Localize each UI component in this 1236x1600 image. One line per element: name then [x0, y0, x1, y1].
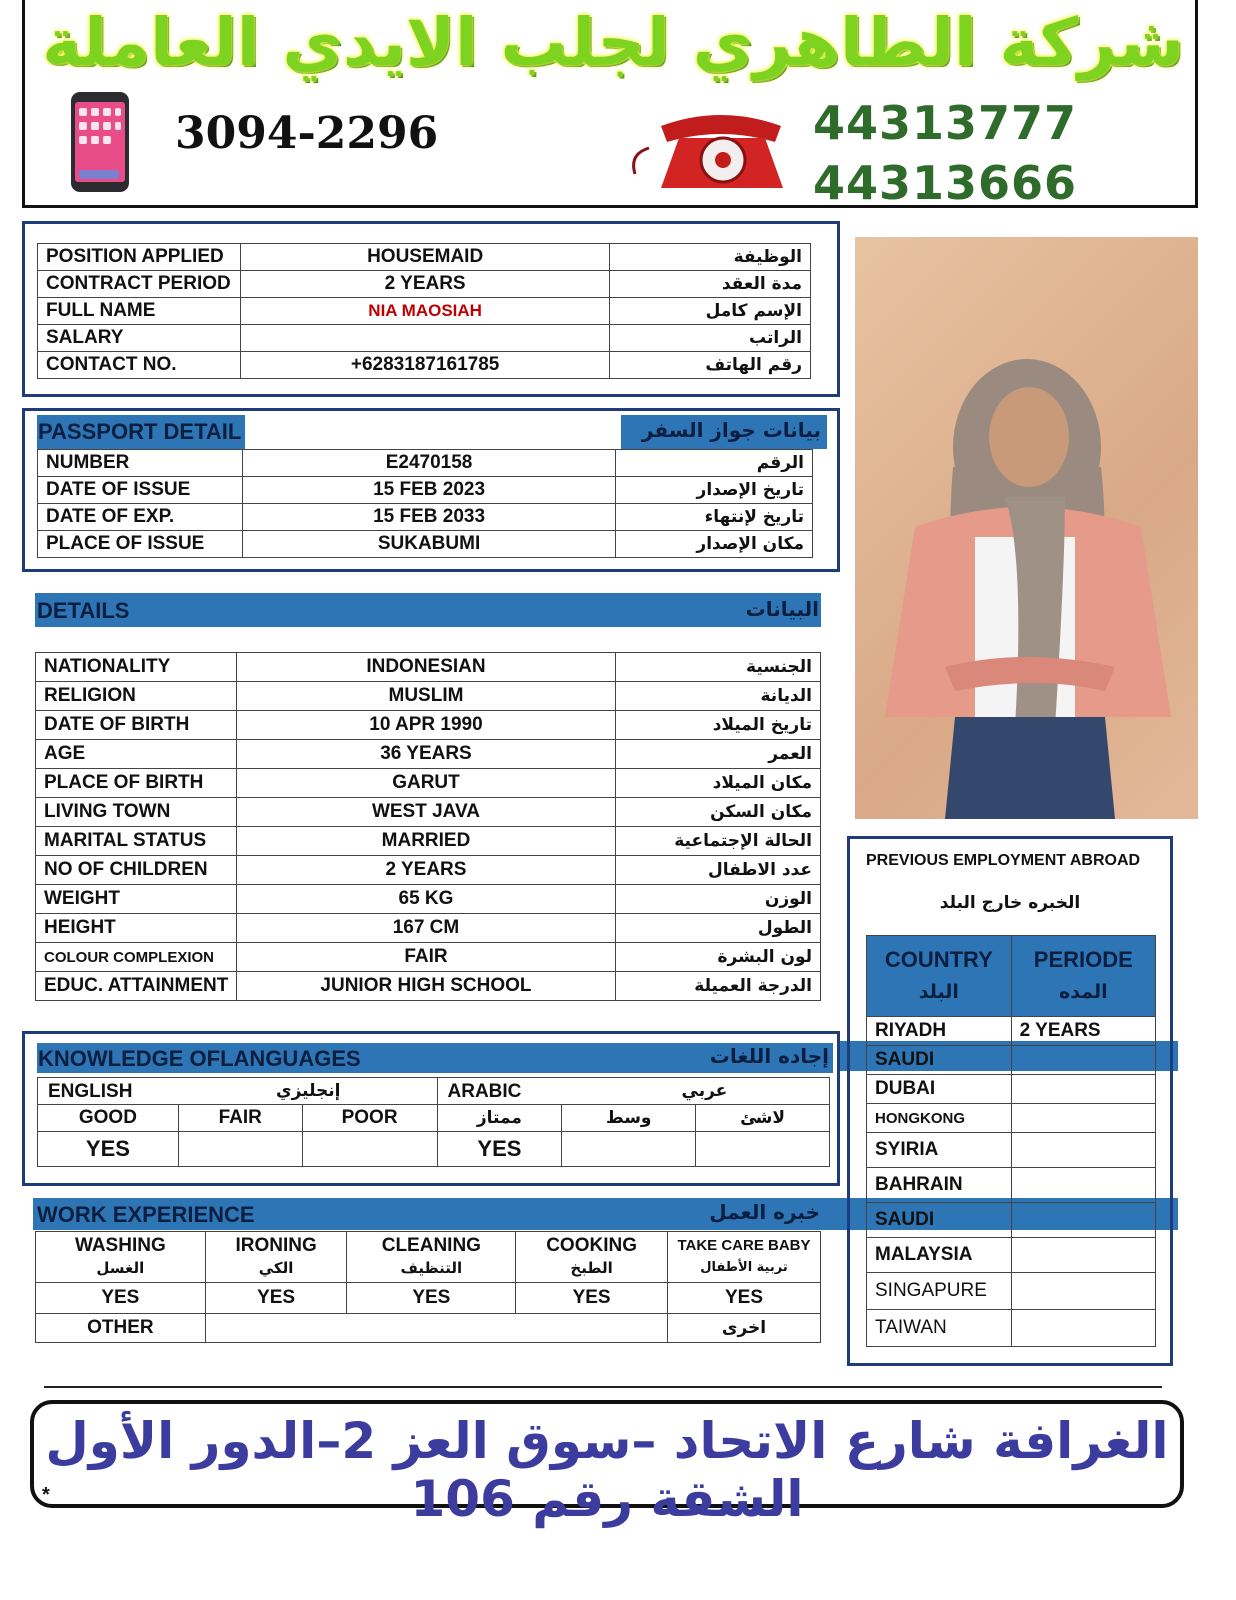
- employment-row: [867, 1203, 1156, 1238]
- passport-label: PLACE OF ISSUE: [38, 531, 243, 558]
- employment-title: PREVIOUS EMPLOYMENT ABROAD: [866, 852, 1141, 869]
- details-header-bar: [35, 593, 821, 627]
- details-label-ar: الدرجة العميلة: [615, 972, 820, 1001]
- skill-value: YES: [667, 1283, 820, 1314]
- details-row: [36, 856, 821, 885]
- details-title-ar: البيانات: [745, 597, 819, 621]
- employment-country: MALAYSIA: [867, 1238, 1012, 1273]
- passport-label-ar: الرقم: [616, 450, 813, 477]
- passport-title-ar: بيانات جواز السفر: [641, 418, 821, 442]
- languages-title-ar: إجاده اللغات: [709, 1044, 829, 1068]
- english-label-ar: إنجليزي: [276, 1081, 341, 1101]
- company-name: شركة الطاهري لجلب الايدي العاملة: [42, 4, 1184, 81]
- personal-label: FULL NAME: [38, 298, 241, 325]
- details-label-ar: الوزن: [615, 885, 820, 914]
- english-fair-mark: [178, 1132, 302, 1167]
- details-value: INDONESIAN: [237, 653, 615, 682]
- personal-label: SALARY: [38, 325, 241, 352]
- footnote-mark: *: [42, 1484, 50, 1506]
- passport-value: E2470158: [242, 450, 615, 477]
- work-title: WORK EXPERIENCE: [37, 1202, 255, 1227]
- details-value: JUNIOR HIGH SCHOOL: [237, 972, 615, 1001]
- employment-row: [867, 1310, 1156, 1347]
- personal-label-ar: رقم الهاتف: [610, 352, 811, 379]
- languages-title: KNOWLEDGE OFLANGUAGES: [38, 1046, 361, 1071]
- col-country-ar: البلد: [918, 981, 959, 1003]
- other-label-ar: اخرى: [667, 1314, 820, 1343]
- details-row: [36, 798, 821, 827]
- level-medium-ar: وسط: [562, 1105, 696, 1132]
- details-value: 2 YEARS: [237, 856, 615, 885]
- employment-country: TAIWAN: [867, 1310, 1012, 1347]
- personal-value: 2 YEARS: [240, 271, 609, 298]
- details-label: EDUC. ATTAINMENT: [36, 972, 237, 1001]
- details-label-ar: الطول: [615, 914, 820, 943]
- details-row: [36, 769, 821, 798]
- details-value: WEST JAVA: [237, 798, 615, 827]
- letterhead: [22, 0, 1198, 208]
- details-label: NATIONALITY: [36, 653, 237, 682]
- personal-label: CONTRACT PERIOD: [38, 271, 241, 298]
- english-good-mark: YES: [38, 1132, 179, 1167]
- candidate-photo: [855, 237, 1198, 819]
- employment-row: [867, 1238, 1156, 1273]
- passport-label: DATE OF ISSUE: [38, 477, 243, 504]
- personal-row: [38, 244, 811, 271]
- passport-title: PASSPORT DETAIL: [38, 419, 242, 444]
- personal-value: NIA MAOSIAH: [240, 298, 609, 325]
- details-label: MARITAL STATUS: [36, 827, 237, 856]
- employment-title-ar: الخبره خارج البلد: [939, 893, 1081, 913]
- personal-label: CONTACT NO.: [38, 352, 241, 379]
- details-value: 10 APR 1990: [237, 711, 615, 740]
- personal-info-table: [37, 243, 811, 379]
- passport-label-ar: تاريخ لإنتهاء: [616, 504, 813, 531]
- details-label-ar: الديانة: [615, 682, 820, 711]
- details-value: 65 KG: [237, 885, 615, 914]
- details-label: HEIGHT: [36, 914, 237, 943]
- employment-country: DUBAI: [867, 1075, 1012, 1104]
- personal-row: [38, 298, 811, 325]
- passport-value: 15 FEB 2033: [242, 504, 615, 531]
- passport-label-ar: تاريخ الإصدار: [616, 477, 813, 504]
- employment-row: [867, 1168, 1156, 1203]
- details-value: 167 CM: [237, 914, 615, 943]
- skill-name: COOKING: [546, 1235, 637, 1256]
- employment-country: BAHRAIN: [867, 1168, 1012, 1203]
- details-row: [36, 711, 821, 740]
- passport-value: 15 FEB 2023: [242, 477, 615, 504]
- skill-header: [667, 1232, 820, 1283]
- col-country: COUNTRY: [884, 947, 993, 972]
- skill-value: YES: [516, 1283, 668, 1314]
- employment-period: [1011, 1104, 1155, 1133]
- details-value: FAIR: [237, 943, 615, 972]
- personal-label: POSITION APPLIED: [38, 244, 241, 271]
- details-label-ar: تاريخ الميلاد: [615, 711, 820, 740]
- passport-row: [38, 504, 813, 531]
- personal-value: [240, 325, 609, 352]
- skill-name-ar: تربية الأطفال: [700, 1260, 788, 1275]
- details-row: [36, 914, 821, 943]
- personal-label-ar: الوظيفة: [610, 244, 811, 271]
- passport-row: [38, 450, 813, 477]
- skill-name-ar: الغسل: [96, 1259, 145, 1277]
- employment-country: SYIRIA: [867, 1133, 1012, 1168]
- other-value: [205, 1314, 667, 1343]
- employment-country: HONGKONG: [867, 1104, 1012, 1133]
- details-label: COLOUR COMPLEXION: [36, 943, 237, 972]
- details-value: GARUT: [237, 769, 615, 798]
- work-table: [35, 1231, 821, 1343]
- employment-row: [867, 1104, 1156, 1133]
- employment-country: SAUDI: [867, 1046, 1012, 1075]
- personal-row: [38, 271, 811, 298]
- details-label-ar: عدد الاطفال: [615, 856, 820, 885]
- personal-value: HOUSEMAID: [240, 244, 609, 271]
- employment-table: [866, 935, 1156, 1347]
- personal-label-ar: الراتب: [610, 325, 811, 352]
- level-none-ar: لاشئ: [696, 1105, 830, 1132]
- mobile-number: 3094-2296: [175, 108, 439, 159]
- skill-value: YES: [36, 1283, 206, 1314]
- skill-name: CLEANING: [381, 1235, 481, 1256]
- work-title-ar: خبره العمل: [709, 1200, 820, 1224]
- passport-row: [38, 531, 813, 558]
- details-label: LIVING TOWN: [36, 798, 237, 827]
- details-row: [36, 972, 821, 1001]
- languages-table: [37, 1077, 830, 1167]
- address-text: الغرافة شارع الاتحاد –سوق العز 2–الدور الأول الشقة رقم 106: [45, 1412, 1169, 1528]
- passport-label: DATE OF EXP.: [38, 504, 243, 531]
- employment-period: [1011, 1273, 1155, 1310]
- details-row: [36, 740, 821, 769]
- skill-name: IRONING: [235, 1235, 317, 1256]
- details-value: MUSLIM: [237, 682, 615, 711]
- address-box: [30, 1400, 1184, 1528]
- arabic-label: ARABIC: [447, 1081, 522, 1102]
- level-poor: POOR: [302, 1105, 437, 1132]
- skill-header: [205, 1232, 347, 1283]
- employment-country: RIYADH: [867, 1017, 1012, 1046]
- details-value: MARRIED: [237, 827, 615, 856]
- employment-row: [867, 1133, 1156, 1168]
- details-label-ar: مكان الميلاد: [615, 769, 820, 798]
- skill-name: TAKE CARE BABY: [677, 1237, 811, 1254]
- employment-period: [1011, 1238, 1155, 1273]
- arabic-label-ar: عربي: [681, 1081, 728, 1101]
- details-label: RELIGION: [36, 682, 237, 711]
- passport-box: [22, 408, 840, 572]
- employment-country: SAUDI: [867, 1203, 1012, 1238]
- english-poor-mark: [302, 1132, 437, 1167]
- other-label: OTHER: [36, 1314, 206, 1343]
- passport-label-ar: مكان الإصدار: [616, 531, 813, 558]
- arabic-fair-mark: [562, 1132, 696, 1167]
- skill-name-ar: الكي: [258, 1259, 294, 1277]
- employment-country: SINGAPURE: [867, 1273, 1012, 1310]
- employment-period: [1011, 1046, 1155, 1075]
- details-label: NO OF CHILDREN: [36, 856, 237, 885]
- details-table: [35, 652, 821, 1001]
- mobile-phone-icon: [69, 90, 133, 196]
- employment-period: [1011, 1310, 1155, 1347]
- landline-number-2: 44313666: [813, 156, 1078, 210]
- skill-name-ar: التنظيف: [400, 1259, 463, 1277]
- details-label-ar: مكان السكن: [615, 798, 820, 827]
- details-value: 36 YEARS: [237, 740, 615, 769]
- details-row: [36, 682, 821, 711]
- languages-box: [22, 1031, 840, 1186]
- footer-divider: [44, 1386, 1162, 1388]
- details-row: [36, 827, 821, 856]
- level-good: GOOD: [38, 1105, 179, 1132]
- level-excellent-ar: ممتاز: [437, 1105, 562, 1132]
- candidate-figure: [855, 237, 1198, 819]
- skill-header: [347, 1232, 516, 1283]
- employment-row: [867, 1017, 1156, 1046]
- details-label-ar: العمر: [615, 740, 820, 769]
- skill-value: YES: [205, 1283, 347, 1314]
- details-row: [36, 885, 821, 914]
- telephone-icon: [627, 104, 795, 196]
- details-label: WEIGHT: [36, 885, 237, 914]
- arabic-poor-mark: [696, 1132, 830, 1167]
- details-row: [36, 653, 821, 682]
- employment-row: [867, 1273, 1156, 1310]
- skill-name-ar: الطبخ: [570, 1259, 613, 1277]
- details-label: AGE: [36, 740, 237, 769]
- passport-row: [38, 477, 813, 504]
- personal-row: [38, 325, 811, 352]
- employment-period: 2 YEARS: [1011, 1017, 1155, 1046]
- col-period-ar: المده: [1059, 981, 1108, 1003]
- details-label-ar: الحالة الإجتماعية: [615, 827, 820, 856]
- arabic-good-mark: YES: [437, 1132, 562, 1167]
- passport-label: NUMBER: [38, 450, 243, 477]
- employment-period: [1011, 1168, 1155, 1203]
- personal-row: [38, 352, 811, 379]
- skill-name: WASHING: [74, 1235, 166, 1256]
- details-label-ar: لون البشرة: [615, 943, 820, 972]
- skill-header: [516, 1232, 668, 1283]
- personal-value: +6283187161785: [240, 352, 609, 379]
- details-title: DETAILS: [37, 598, 130, 623]
- employment-box: [847, 836, 1173, 1366]
- details-label-ar: الجنسية: [615, 653, 820, 682]
- english-label: ENGLISH: [48, 1081, 133, 1102]
- personal-label-ar: الإسم كامل: [610, 298, 811, 325]
- employment-period: [1011, 1203, 1155, 1238]
- details-label: DATE OF BIRTH: [36, 711, 237, 740]
- personal-label-ar: مدة العقد: [610, 271, 811, 298]
- passport-table: [37, 449, 813, 558]
- personal-info-box: [22, 221, 840, 397]
- level-fair: FAIR: [178, 1105, 302, 1132]
- employment-row: [867, 1075, 1156, 1104]
- skill-value: YES: [347, 1283, 516, 1314]
- employment-period: [1011, 1133, 1155, 1168]
- skill-header: [36, 1232, 206, 1283]
- passport-value: SUKABUMI: [242, 531, 615, 558]
- employment-row: [867, 1046, 1156, 1075]
- details-row: [36, 943, 821, 972]
- landline-number-1: 44313777: [813, 96, 1078, 150]
- employment-period: [1011, 1075, 1155, 1104]
- details-label: PLACE OF BIRTH: [36, 769, 237, 798]
- col-period: PERIODE: [1033, 947, 1133, 972]
